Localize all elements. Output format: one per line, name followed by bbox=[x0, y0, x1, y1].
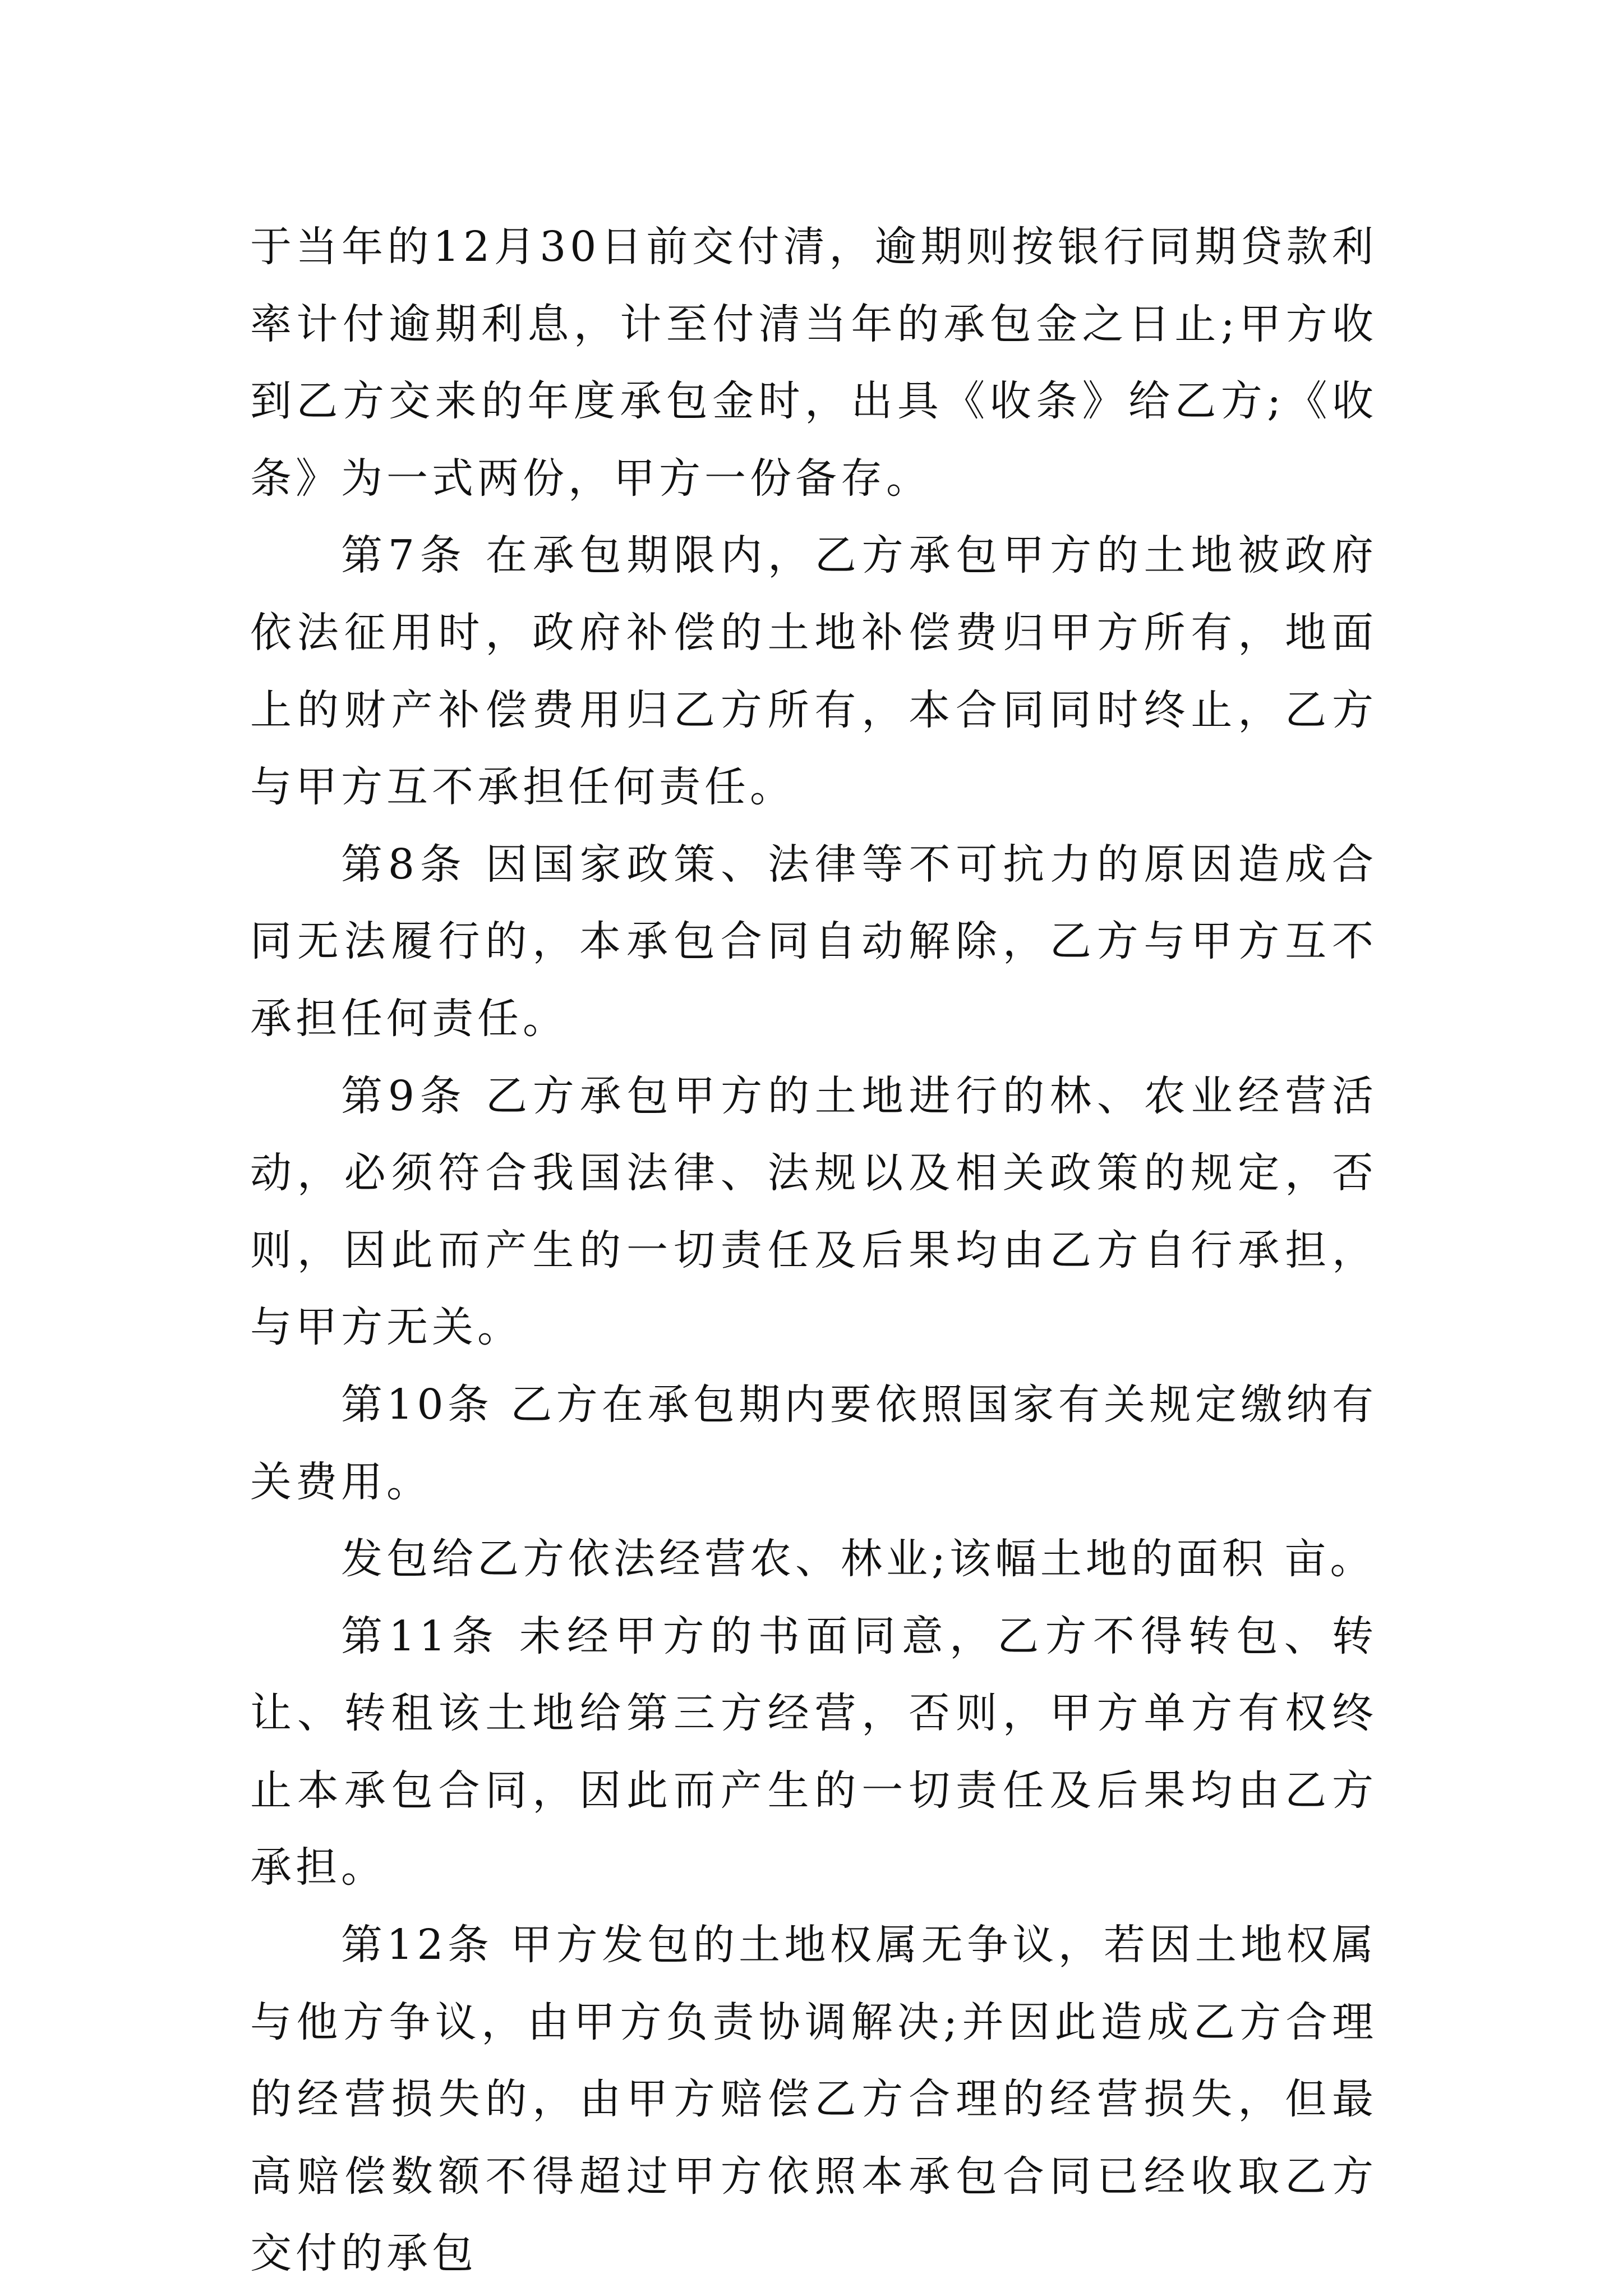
document-body bbox=[250, 209, 1377, 2293]
paragraph-land-area: 发包给乙方依法经营农、林业;该幅土地的面积 亩。 bbox=[341, 1535, 1376, 1584]
paragraph-article-12: 第12条 甲方发包的土地权属无争议，若因土地权属与他方争议，由甲方负责协调解决;并因此造成乙方合理的经营损失的，由甲方赔偿乙方合理的经营损失，但最高赔偿数额不得超过甲方依照本承包合同已经收取乙方交付的承包 bbox=[250, 1921, 1377, 2278]
paragraph-article-7: 第7条 在承包期限内，乙方承包甲方的土地被政府依法征用时，政府补偿的土地补偿费归甲方所有，地面上的财产补偿费用归乙方所有，本合同同时终止，乙方与甲方互不承担任何责任。 bbox=[250, 531, 1377, 812]
paragraph-article-9: 第9条 乙方承包甲方的土地进行的林、农业经营活动，必须符合我国法律、法规以及相关政策的规定，否则，因此而产生的一切责任及后果均由乙方自行承担，与甲方无关。 bbox=[250, 1071, 1377, 1352]
paragraph-article-11: 第11条 未经甲方的书面同意，乙方不得转包、转让、转租该土地给第三方经营，否则，甲方单方有权终止本承包合同，因此而产生的一切责任及后果均由乙方承担。 bbox=[250, 1612, 1377, 1892]
paragraph-article-8: 第8条 因国家政策、法律等不可抗力的原因造成合同无法履行的，本承包合同自动解除，乙方与甲方互不承担任何责任。 bbox=[250, 840, 1377, 1043]
paragraph-article-10: 第10条 乙方在承包期内要依照国家有关规定缴纳有关费用。 bbox=[250, 1380, 1377, 1506]
paragraph-1: 于当年的12月30日前交付清，逾期则按银行同期贷款利率计付逾期利息，计至付清当年的承包金之日止;甲方收到乙方交来的年度承包金时，出具《收条》给乙方;《收条》为一式两份，甲方一份备存。 bbox=[250, 223, 1377, 503]
